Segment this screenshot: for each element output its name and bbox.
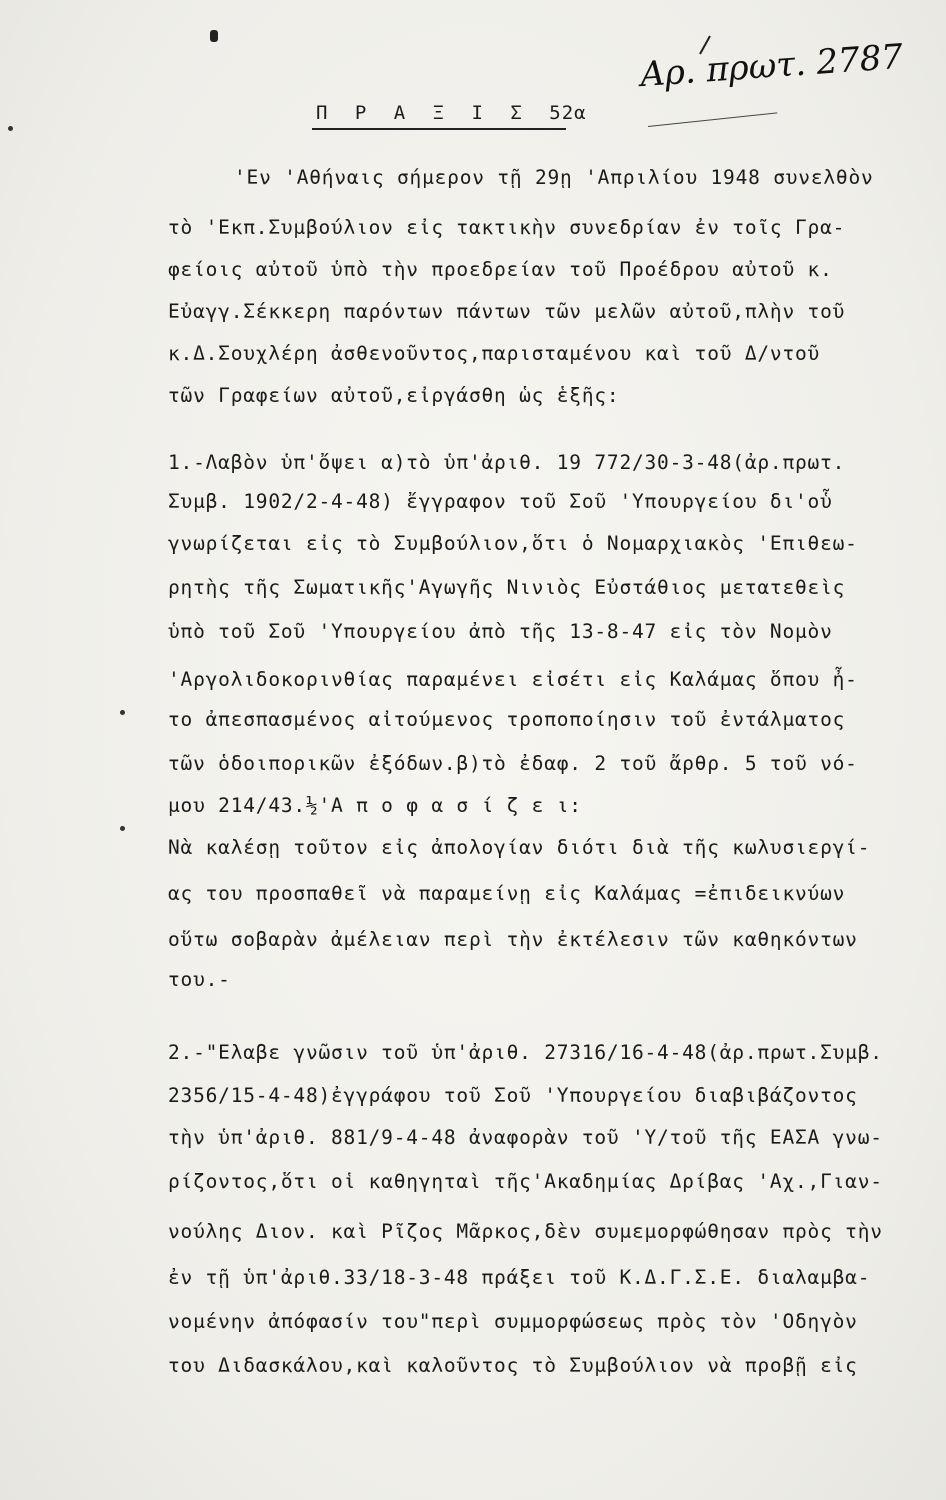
text-line: ας του προσπαθεῖ νὰ παραμείνῃ εἰς Καλάμας =ἐπιδεικνύων xyxy=(168,882,846,905)
title-word: Π Ρ Α Ξ Ι Σ xyxy=(316,102,530,124)
margin-speck xyxy=(8,126,13,131)
bleed-through-text xyxy=(150,1430,946,1500)
text-line: 'Εν 'Αθήναις σήμερον τῇ 29ῃ 'Απριλίου 1948 συνελθὸν xyxy=(234,166,874,189)
text-line: τὴν ὑπ'ἀριθ. 881/9-4-48 ἀναφορὰν τοῦ 'Υ/τοῦ τῆς ΕΑΣΑ γνω- xyxy=(168,1126,883,1149)
text-line: οὕτω σοβαρὰν ἀμέλειαν περὶ τὴν ἐκτέλεσιν τῶν καθηκόντων xyxy=(168,928,858,951)
margin-speck xyxy=(120,710,125,715)
text-line: Εὐαγγ.Σέκκερη παρόντων πάντων τῶν μελῶν αὐτοῦ,πλὴν τοῦ xyxy=(168,300,846,323)
text-line: 2356/15-4-48)ἐγγράφου τοῦ Σοῦ 'Υπουργείου διαβιβάζοντος xyxy=(168,1084,858,1107)
text-line: φείοις αὐτοῦ ὑπὸ τὴν προεδρείαν τοῦ Προέδρου αὐτοῦ κ. xyxy=(168,258,833,281)
handwritten-reference-number xyxy=(638,34,905,104)
text-line: το ἀπεσπασμένος αἰτούμενος τροποποίησιν τοῦ ἐντάλματος xyxy=(168,708,846,731)
text-line: 1.-Λαβὸν ὑπ'ὄψει α)τὸ ὑπ'ἀριθ. 19 772/30-3-48(ἀρ.πρωτ. xyxy=(168,451,846,474)
text-line: Συμβ. 1902/2-4-48) ἔγγραφον τοῦ Σοῦ 'Υπουργείου δι'οὗ xyxy=(168,490,833,513)
document-title xyxy=(316,102,587,124)
text-line: τὸ 'Εκπ.Συμβούλιον εἰς τακτικὴν συνεδρίαν ἐν τοῖς Γρα- xyxy=(168,216,846,239)
text-line: του.- xyxy=(168,968,231,991)
text-line: τῶν Γραφείων αὐτοῦ,εἰργάσθη ὡς ἑξῆς: xyxy=(168,384,620,407)
margin-speck xyxy=(120,826,125,831)
title-side-dash xyxy=(648,112,777,127)
text-line: ὑπὸ τοῦ Σοῦ 'Υπουργείου ἀπὸ τῆς 13-8-47 εἰς τὸν Νομὸν xyxy=(168,620,833,643)
text-line: 2.-"Ελαβε γνῶσιν τοῦ ὑπ'ἀριθ. 27316/16-4-48(ἀρ.πρωτ.Συμβ. xyxy=(168,1041,883,1064)
text-line: μου 214/43.½'Α π ο φ α σ ί ζ ε ι: xyxy=(168,794,582,817)
text-line: νούλης Διον. καὶ Ρῖζος Μᾶρκος,δὲν συμεμορφώθησαν πρὸς τὴν xyxy=(168,1220,883,1243)
text-line: γνωρίζεται εἰς τὸ Συμβούλιον,ὅτι ὁ Νομαρχιακὸς 'Επιθεω- xyxy=(168,532,858,555)
text-line: ἐν τῇ ὑπ'ἀριθ.33/18-3-48 πράξει τοῦ Κ.Δ.Γ.Σ.Ε. διαλαμβα- xyxy=(168,1266,871,1289)
text-line: νομένην ἀπόφασίν του"περὶ συμμορφώσεως πρὸς τὸν 'Οδηγὸν xyxy=(168,1310,858,1333)
text-line: Νὰ καλέσῃ τοῦτον εἰς ἀπολογίαν διότι διὰ τῆς κωλυσιεργί- xyxy=(168,836,871,859)
title-number: 52α xyxy=(549,102,587,124)
ink-blot xyxy=(210,30,218,42)
text-line: τῶν ὁδοιπορικῶν ἐξόδων.β)τὸ ἐδαφ. 2 τοῦ ἄρθρ. 5 τοῦ νό- xyxy=(168,752,858,775)
text-line: 'Αργολιδοκορινθίας παραμένει εἰσέτι εἰς Καλάμας ὅπου ἦ- xyxy=(168,668,858,691)
text-line: του Διδασκάλου,καὶ καλοῦντος τὸ Συμβούλιον νὰ προβῇ εἰς xyxy=(168,1354,858,1377)
text-line: ρίζοντος,ὅτι οἱ καθηγηταὶ τῆς'Ακαδημίας Δρίβας 'Αχ.,Γιαν- xyxy=(168,1170,883,1193)
title-underline xyxy=(312,128,566,130)
text-line: ρητὴς τῆς Σωματικῆς'Αγωγῆς Νινιὸς Εὐστάθιος μετατεθεὶς xyxy=(168,576,846,599)
handwritten-ref-text: Αρ. πρωτ. 2787 xyxy=(638,36,905,96)
text-line: κ.Δ.Σουχλέρη ἀσθενοῦντος,παρισταμένου καὶ τοῦ Δ/ντοῦ xyxy=(168,342,821,365)
